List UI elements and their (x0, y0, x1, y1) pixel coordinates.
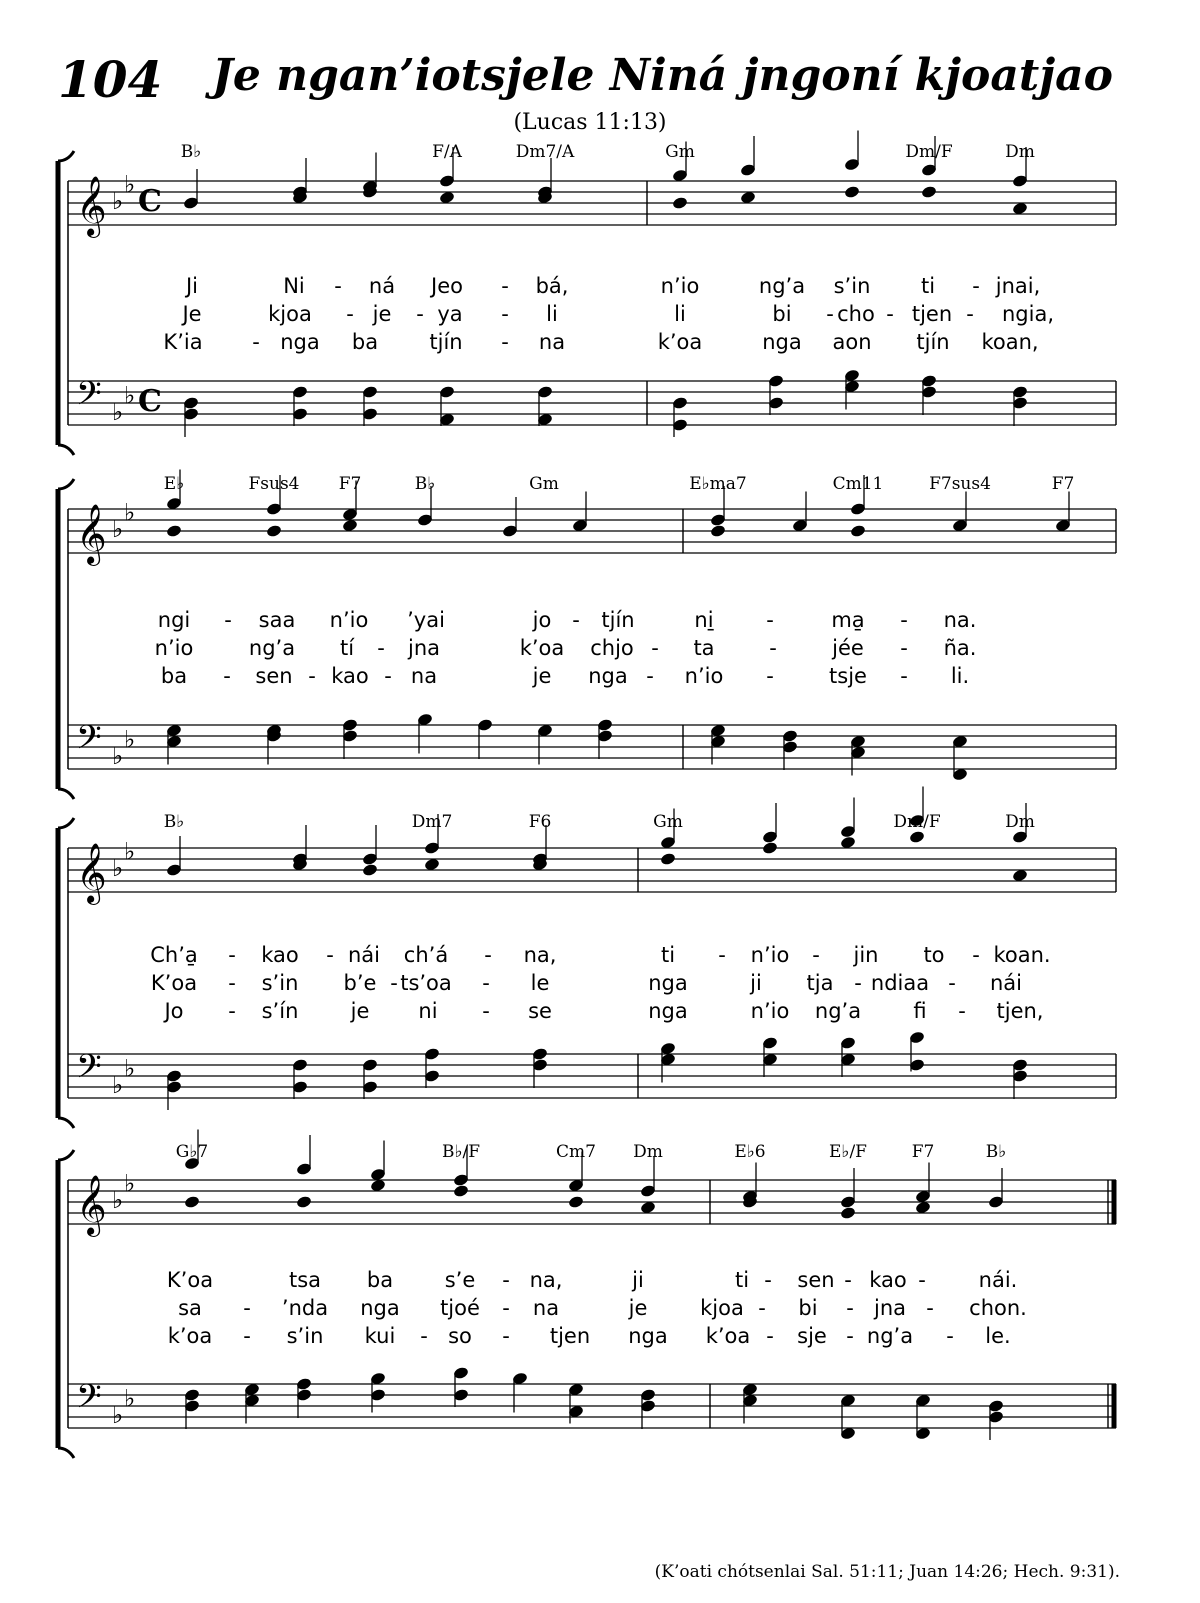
lyric-syllable: tsa (288, 1268, 322, 1292)
lyric-syllable: jnai, (995, 274, 1041, 298)
chord-symbol: Dm (633, 1142, 663, 1162)
flat-accidental-icon: ♭ (124, 837, 136, 866)
lyric-syllable: ni (418, 999, 438, 1023)
lyric-syllable: ña. (943, 636, 977, 660)
lyric-hyphen: - (326, 943, 334, 967)
lyric-hyphen: - (243, 1324, 251, 1348)
lyric-syllable: li (546, 302, 558, 326)
lyric-hyphen: - (758, 1296, 766, 1320)
lyric-hyphen: - (900, 608, 908, 632)
chord-symbol: E♭ma7 (689, 474, 747, 494)
lyric-hyphen: - (812, 943, 820, 967)
lyric-hyphen: - (846, 1324, 854, 1348)
lyric-hyphen: - (501, 274, 509, 298)
lyric-syllable: ng’a (758, 274, 806, 298)
lyric-syllable: koan. (993, 943, 1051, 967)
lyric-syllable: je (372, 302, 392, 326)
note-head (166, 524, 183, 538)
flat-accidental-icon: ♭ (112, 854, 124, 882)
note-head (660, 852, 677, 866)
lyric-syllable: li (674, 302, 686, 326)
lyric-syllable: chjo (590, 636, 634, 660)
lyric-syllable: je (628, 1296, 648, 1320)
chord-symbol: Fsus4 (248, 474, 300, 494)
lyric-syllable: ba (160, 664, 188, 688)
lyric-syllable: tsje (829, 664, 867, 688)
lyric-syllable: na. (943, 608, 977, 632)
lyric-syllable: jna (407, 636, 441, 660)
lyric-syllable: to (923, 943, 945, 967)
lyric-hyphen: - (900, 664, 908, 688)
lyric-syllable: Jeo (431, 274, 463, 298)
flat-accidental-icon: ♭ (112, 1071, 124, 1099)
chord-symbol: F7 (1051, 474, 1075, 494)
lyric-syllable: K’oa (150, 971, 198, 995)
lyric-syllable: je (532, 664, 552, 688)
note-head (840, 1206, 857, 1220)
lyric-syllable: k’oa (167, 1324, 213, 1348)
lyric-hyphen: - (502, 1324, 510, 1348)
lyric-syllable: le (530, 971, 550, 995)
lyric-syllable: n’io (660, 274, 700, 298)
lyric-syllable: tjín (429, 330, 463, 354)
lyric-hyphen: - (886, 302, 894, 326)
lyric-hyphen: - (243, 1296, 251, 1320)
bracket-top-hook (58, 479, 74, 489)
flat-accidental-icon: ♭ (112, 515, 124, 543)
lyric-syllable: k’oa (519, 636, 565, 660)
lyric-syllable: kao (261, 943, 299, 967)
lyric-hyphen: - (482, 971, 490, 995)
lyric-hyphen: - (572, 608, 580, 632)
lyric-hyphen: - (966, 302, 974, 326)
lyric-hyphen: - (972, 943, 980, 967)
chord-symbol: E♭6 (734, 1142, 766, 1162)
lyric-hyphen: - (228, 971, 236, 995)
note-head (453, 1184, 470, 1198)
chord-symbol: E♭ (163, 474, 185, 494)
lyric-syllable: chon. (969, 1296, 1027, 1320)
lyric-syllable: Jo (164, 999, 184, 1023)
lyric-hyphen: - (846, 1296, 854, 1320)
lyric-syllable: tjoé (440, 1296, 480, 1320)
chord-symbol: Dm (1005, 812, 1035, 832)
lyric-syllable: saa (258, 608, 296, 632)
lyric-syllable: na, (529, 1268, 563, 1292)
flat-accidental-icon: ♭ (112, 1401, 124, 1429)
lyric-syllable: ma̱ (831, 608, 865, 632)
treble-clef-icon: 𝄞 (76, 176, 107, 236)
lyric-syllable: nga (360, 1296, 400, 1320)
chord-symbol: Dm (1005, 142, 1035, 162)
lyric-hyphen: - (926, 1296, 934, 1320)
bracket-top-hook (58, 151, 74, 161)
scripture-footer: (K’oati chótsenlai Sal. 51:11; Juan 14:26; Hech. 9:31). (654, 1562, 1120, 1582)
lyric-hyphen: - (918, 1268, 926, 1292)
lyric-syllable: n’io (750, 999, 790, 1023)
lyric-syllable: nga (628, 1324, 668, 1348)
lyric-syllable: jo (532, 608, 552, 632)
flat-accidental-icon: ♭ (112, 398, 124, 426)
note-head (710, 524, 727, 538)
lyric-hyphen: - (718, 943, 726, 967)
chord-symbol: F7 (911, 1142, 935, 1162)
note-head (850, 524, 867, 538)
note-head (762, 841, 779, 855)
bass-clef-icon: 𝄢 (76, 719, 102, 765)
lyric-syllable: ya (437, 302, 463, 326)
lyric-hyphen: - (972, 274, 980, 298)
lyric-syllable: ch’á (403, 943, 449, 967)
lyric-syllable: tjen (911, 302, 953, 326)
lyric-syllable: so (448, 1324, 472, 1348)
lyric-syllable: cho (837, 302, 875, 326)
chord-symbol: Dm7 (411, 812, 453, 832)
lyric-syllable: kjoa (268, 302, 312, 326)
lyric-syllable: K’ia (163, 330, 203, 354)
lyric-hyphen: - (223, 664, 231, 688)
lyric-syllable: n’io (750, 943, 790, 967)
lyric-hyphen: - (334, 274, 342, 298)
lyric-syllable: na, (523, 943, 557, 967)
lyric-syllable: ’yai (407, 608, 445, 632)
lyric-hyphen: - (384, 664, 392, 688)
lyric-syllable: le. (985, 1324, 1011, 1348)
lyric-syllable: ná (368, 274, 396, 298)
note-head (672, 196, 689, 210)
lyric-syllable: ts’oa (400, 971, 452, 995)
chord-symbol: Dm/F (893, 812, 941, 832)
lyric-syllable: Je (182, 302, 202, 326)
lyric-syllable: sa (178, 1296, 202, 1320)
lyric-syllable: sje (797, 1324, 827, 1348)
lyric-syllable: se (528, 999, 552, 1023)
lyric-syllable: nga (588, 664, 628, 688)
lyric-hyphen: - (501, 330, 509, 354)
chord-symbol: F7sus4 (929, 474, 991, 494)
lyric-syllable: koan, (981, 330, 1039, 354)
lyric-hyphen: - (646, 664, 654, 688)
lyric-syllable: aon (832, 330, 872, 354)
lyric-hyphen: - (826, 302, 834, 326)
bracket-bottom-hook (58, 1118, 74, 1128)
hymn-number: 104 (58, 50, 163, 109)
bracket-top-hook (58, 1150, 74, 1160)
note-head (921, 185, 938, 199)
flat-accidental-icon: ♭ (112, 1186, 124, 1214)
bracket-bottom-hook (58, 789, 74, 799)
flat-accidental-icon: ♭ (112, 742, 124, 770)
lyric-hyphen: - (854, 971, 862, 995)
lyric-syllable: kui (364, 1324, 396, 1348)
lyric-hyphen: - (420, 1324, 428, 1348)
lyric-syllable: ngi (157, 608, 191, 632)
lyric-syllable: tjín (601, 608, 635, 632)
lyric-syllable: ng’a (814, 999, 862, 1023)
lyric-syllable: ’nda (281, 1296, 329, 1320)
lyric-syllable: b’e (343, 971, 377, 995)
lyric-syllable: nga (280, 330, 320, 354)
lyric-syllable: K’oa (166, 1268, 214, 1292)
lyric-syllable: Ji (185, 274, 199, 298)
lyric-syllable: k’oa (705, 1324, 751, 1348)
lyric-syllable: ng’a (248, 636, 296, 660)
lyric-syllable: tí (339, 636, 355, 660)
system-4 (58, 1130, 1116, 1459)
lyric-hyphen: - (844, 1268, 852, 1292)
chord-symbol: E♭/F (829, 1142, 867, 1162)
lyric-syllable: n’io (329, 608, 369, 632)
flat-accidental-icon: ♭ (124, 1384, 136, 1413)
bracket-bottom-hook (58, 1448, 74, 1458)
lyric-syllable: na (538, 330, 566, 354)
lyric-syllable: ji (750, 971, 762, 995)
chord-symbol: B♭ (414, 474, 436, 494)
lyric-syllable: jna (873, 1296, 907, 1320)
note-head (362, 863, 379, 877)
lyric-syllable: s’e (444, 1268, 476, 1292)
lyric-hyphen: - (224, 608, 232, 632)
lyric-hyphen: - (252, 330, 260, 354)
lyric-syllable: nái. (978, 1268, 1018, 1292)
lyric-syllable: bá, (535, 274, 569, 298)
bass-time-signature-icon: C (138, 384, 162, 419)
lyric-syllable: ngia, (1001, 302, 1055, 326)
lyric-syllable: fi (913, 999, 927, 1023)
lyric-hyphen: - (766, 608, 774, 632)
lyric-syllable: Ni (283, 274, 305, 298)
lyric-hyphen: - (958, 999, 966, 1023)
chord-symbol: F7 (338, 474, 362, 494)
lyric-syllable: ndiaa (870, 971, 930, 995)
lyric-syllable: kjoa (700, 1296, 744, 1320)
flat-accidental-icon: ♭ (112, 187, 124, 215)
system-2 (58, 470, 1116, 800)
bracket-bottom-hook (58, 445, 74, 455)
flat-accidental-icon: ♭ (124, 381, 136, 410)
lyric-hyphen: - (416, 302, 424, 326)
system-3 (58, 787, 1116, 1129)
lyric-syllable: s’in (833, 274, 871, 298)
lyric-syllable: je (350, 999, 370, 1023)
system-1 (58, 131, 1116, 456)
chord-symbol: B♭ (180, 142, 202, 162)
bass-clef-icon: 𝄢 (76, 1048, 102, 1094)
lyric-syllable: tjín (916, 330, 950, 354)
bracket-top-hook (58, 818, 74, 828)
flat-accidental-icon: ♭ (124, 170, 136, 199)
lyric-syllable: jée (832, 636, 864, 660)
lyric-syllable: kao (331, 664, 369, 688)
lyric-syllable: sen (255, 664, 293, 688)
lyric-syllable: nga (648, 971, 688, 995)
lyric-syllable: sen (797, 1268, 835, 1292)
note-head (844, 185, 861, 199)
lyric-hyphen: - (766, 664, 774, 688)
lyric-syllable: ti (660, 943, 676, 967)
lyric-syllable: nga (648, 999, 688, 1023)
lyric-syllable: ta (693, 636, 715, 660)
lyric-hyphen: - (651, 636, 659, 660)
lyric-hyphen: - (764, 1268, 772, 1292)
chord-symbol: F6 (528, 812, 552, 832)
lyric-hyphen: - (377, 636, 385, 660)
lyric-syllable: k’oa (657, 330, 703, 354)
lyric-hyphen: - (482, 999, 490, 1023)
bass-clef-icon: 𝄢 (76, 375, 102, 421)
note-head (266, 524, 283, 538)
treble-clef-icon: 𝄞 (76, 1175, 107, 1235)
lyric-syllable: s’in (261, 971, 299, 995)
lyric-hyphen: - (484, 943, 492, 967)
lyric-hyphen: - (390, 971, 398, 995)
treble-time-signature-icon: C (138, 184, 162, 219)
chord-symbol: Gm (665, 142, 695, 162)
treble-clef-icon: 𝄞 (76, 504, 107, 564)
lyric-syllable: n’io (154, 636, 194, 660)
lyric-syllable: bi (772, 302, 792, 326)
note-head (568, 1195, 585, 1209)
lyric-syllable: ng’a (866, 1324, 914, 1348)
lyric-syllable: tja (806, 971, 834, 995)
lyric-syllable: nái (347, 943, 381, 967)
lyric-syllable: li. (950, 664, 970, 688)
bass-clef-icon: 𝄢 (76, 1378, 102, 1424)
chord-symbol: B♭ (985, 1142, 1007, 1162)
lyric-hyphen: - (228, 999, 236, 1023)
flat-accidental-icon: ♭ (124, 1169, 136, 1198)
note-head (909, 830, 926, 844)
flat-accidental-icon: ♭ (124, 498, 136, 527)
chord-symbol: G♭7 (175, 1142, 209, 1162)
lyric-hyphen: - (948, 971, 956, 995)
lyric-hyphen: - (946, 1324, 954, 1348)
lyric-hyphen: - (502, 1296, 510, 1320)
treble-clef-icon: 𝄞 (76, 843, 107, 903)
note-head (296, 1195, 313, 1209)
flat-accidental-icon: ♭ (124, 1054, 136, 1083)
lyric-syllable: na (532, 1296, 560, 1320)
lyric-syllable: ba (366, 1268, 394, 1292)
chord-symbol: B♭ (163, 812, 185, 832)
chord-symbol: Gm (529, 474, 559, 494)
lyric-syllable: ti (734, 1268, 750, 1292)
chord-symbol: B♭/F (441, 1142, 481, 1162)
lyric-syllable: ji (632, 1268, 644, 1292)
chord-symbol: Cm11 (832, 474, 884, 494)
lyric-syllable: na (410, 664, 438, 688)
lyric-hyphen: - (501, 302, 509, 326)
chord-symbol: Dm7/A (515, 142, 575, 162)
lyric-syllable: tjen (549, 1324, 591, 1348)
lyric-syllable: ni̱ (694, 608, 714, 632)
chord-symbol: F/A (432, 142, 462, 162)
lyric-syllable: bi (798, 1296, 818, 1320)
lyric-hyphen: - (346, 302, 354, 326)
lyric-syllable: s’in (286, 1324, 324, 1348)
chord-symbol: Cm7 (556, 1142, 596, 1162)
flat-accidental-icon: ♭ (124, 725, 136, 754)
lyric-syllable: ti (920, 274, 936, 298)
lyric-syllable: jin (853, 943, 879, 967)
lyric-hyphen: - (766, 1324, 774, 1348)
lyric-hyphen: - (900, 636, 908, 660)
lyric-syllable: n’io (684, 664, 724, 688)
chord-symbol: Gm (653, 812, 683, 832)
note-head (184, 1195, 201, 1209)
hymn-subtitle: (Lucas 11:13) (513, 110, 667, 135)
lyric-hyphen: - (502, 1268, 510, 1292)
lyric-hyphen: - (308, 664, 316, 688)
lyric-hyphen: - (769, 636, 777, 660)
chord-symbol: Dm/F (905, 142, 953, 162)
lyric-syllable: Ch’a̱ (150, 943, 198, 967)
hymn-title: Je ngan’iotsjele Niná jngoní kjoatjao (212, 50, 1113, 101)
lyric-syllable: kao (869, 1268, 907, 1292)
lyric-syllable: ba (351, 330, 379, 354)
lyric-syllable: s’ín (261, 999, 299, 1023)
lyric-syllable: nga (762, 330, 802, 354)
lyric-syllable: tjen, (996, 999, 1044, 1023)
lyric-hyphen: - (228, 943, 236, 967)
lyric-syllable: nái (989, 971, 1023, 995)
